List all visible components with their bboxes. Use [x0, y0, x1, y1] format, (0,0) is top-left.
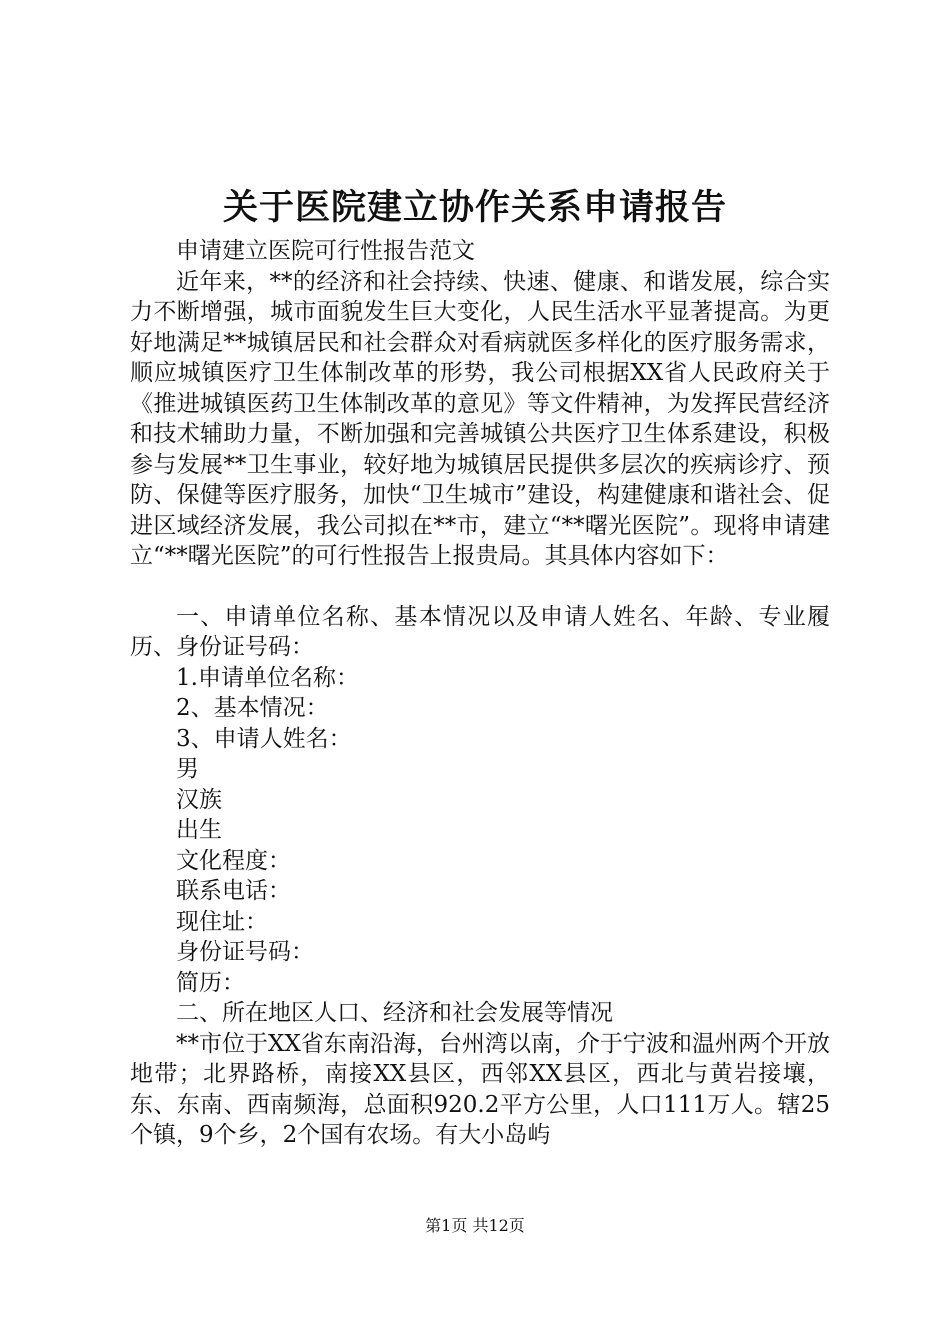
paragraph: 文化程度： [176, 847, 291, 874]
document-title: 关于医院建立协作关系申请报告 [222, 188, 727, 228]
paragraph: 汉族 [176, 786, 222, 813]
paragraph: 3、申请人姓名： [176, 725, 352, 752]
paragraph-gap [130, 572, 830, 602]
section-heading: 一、申请单位名称、基本情况以及申请人姓名、年龄、专业履历、身份证号码： [130, 603, 830, 660]
paragraph: 近年来，**的经济和社会持续、快速、健康、和谐发展，综合实力不断增强，城市面貌发生巨大变化，人民生活水平显著提高。为更好地满足**城镇居民和社会群众对看病就医多样化的医疗服务需求，顺应城镇医疗卫生体制改革的形势，我公司根据XX省人民政府关于《推进城镇医药卫生体制改革的意见》等文件精神，为发挥民营经济和技术辅助力量，不断加强和完善城镇公共医疗卫生体系建设，积极参与发展**卫生事业，较好地为城镇居民提供多层次的疾病诊疗、预防、保健等医疗服务，加快“卫生城市”建设，构建健康和谐社会、促进区域经济发展，我公司拟在**市，建立“**曙光医院”。现将申请建立“**曙光医院”的可行性报告上报贵局。其具体内容如下： [130, 268, 830, 569]
paragraph: 联系电话： [176, 878, 291, 904]
page-footer: 第1页 共12页 [425, 1216, 525, 1235]
paragraph: 现住址： [176, 908, 268, 935]
paragraph: 申请建立医院可行性报告范文 [176, 238, 475, 264]
document-body [130, 236, 830, 1151]
paragraph: 2、基本情况： [176, 695, 329, 721]
paragraph: 简历： [176, 969, 245, 996]
paragraph: 出生 [176, 817, 222, 843]
section-heading: 二、所在地区人口、经济和社会发展等情况 [176, 1000, 613, 1026]
paragraph: 身份证号码： [176, 939, 314, 965]
paragraph: 1.申请单位名称： [176, 664, 359, 691]
paragraph: 男 [176, 756, 199, 782]
paragraph: **市位于XX省东南沿海，台州湾以南，介于宁波和温州两个开放地带；北界路桥，南接XX县区，西邻XX县区，西北与黄岩接壤，东、东南、西南频海，总面积920.2平方公里，人口111万人。辖25个镇，9个乡，2个国有农场。有大小岛屿 [130, 1030, 830, 1148]
